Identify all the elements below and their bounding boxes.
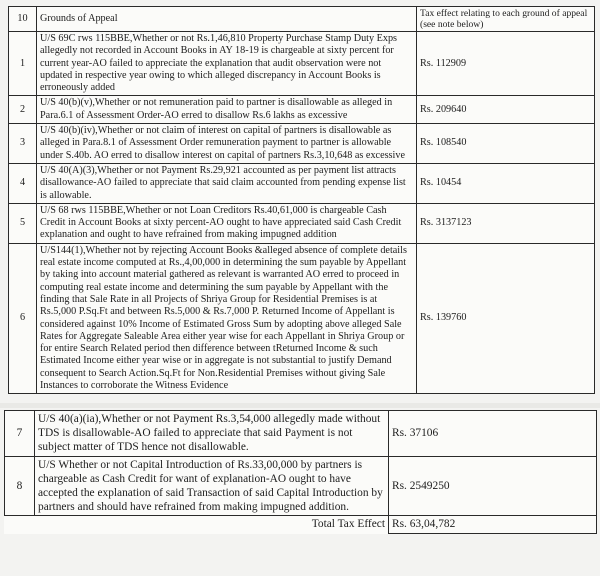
table-row [5,411,597,457]
table-row [9,32,595,96]
row-number: 2 [9,96,37,124]
tax-effect: Rs. 37106 [389,411,597,457]
ground-text: U/S Whether or not Capital Introduction of Rs.33,00,000 by partners is chargeable as Cash Credit for want of explanation-AO ought to have accepted the explanation of said Transaction of said Capital Introduction by partners and should have refrained from making impugned addition. [35,456,389,516]
grounds-table-top [8,6,595,394]
ground-text: U/S 69C rws 115BBE,Whether or not Rs.1,46,810 Property Purchase Stamp Duty Exps allegedly not recorded in Account Books in AY 18-19 is chargeable at sixty percent for current year-AO failed to appreciate the explanation that audit observation were not updated in respective year owing to which alleged discrepancy in Account Books is erroneously added [37,32,417,96]
total-value: Rs. 63,04,782 [389,516,597,533]
ground-text: U/S144(1),Whether not by rejecting Account Books &alleged absence of complete details real estate income computed at Rs.,4,00,000 in determining the sum payable by Appellant by taking into account material gathered as relevant is warranted AO erred to proceed in computing real estate income and determining the sum payable by Appellant with the finding that Sale Rate in all Projects of Shriya Group for Residential Premises is at Rs.5,000 P.Sq.Ft and between Rs.5,000 & Rs.7,000 P. Returned Income of Appellant is considered against 10% Income of Estimated Gross Sum by adopting above alleged Sale Rates for Aggregate Saleable Area either year wise for each Appellant in Shriya Group or for entire Search Related period then difference between tReturned Income & such Estimated Income either year wise or in aggregate is not substantial to justify Demand consequent to Search Action.Sq.Ft for Non.Residential Premises without giving Sale Instances to corroborate the Witness Evidence [37,243,417,394]
header-no: 10 [9,7,37,32]
tax-effect: Rs. 108540 [417,124,595,164]
table-row [9,243,595,394]
page-break [0,403,600,408]
row-number: 5 [9,203,37,243]
tax-effect: Rs. 209640 [417,96,595,124]
tax-effect: Rs. 112909 [417,32,595,96]
tax-effect: Rs. 139760 [417,243,595,394]
table-row [9,96,595,124]
tax-effect: Rs. 10454 [417,163,595,203]
row-number: 3 [9,124,37,164]
table-row [9,124,595,164]
header-grounds: Grounds of Appeal [37,7,417,32]
tax-effect: Rs. 2549250 [389,456,597,516]
row-number: 4 [9,163,37,203]
header-tax: Tax effect relating to each ground of appeal (see note below) [417,7,595,32]
table-row [9,203,595,243]
ground-text: U/S 40(A)(3),Whether or not Payment Rs.29,921 accounted as per payment list attracts disallowance-AO failed to appreciate that said claim accounted from pending expense list is allowable. [37,163,417,203]
tax-effect: Rs. 3137123 [417,203,595,243]
table-row [9,163,595,203]
row-number: 1 [9,32,37,96]
row-number: 8 [5,456,35,516]
row-number: 6 [9,243,37,394]
ground-text: U/S 40(a)(ia),Whether or not Payment Rs.3,54,000 allegedly made without TDS is disallowable-AO failed to appreciate that said Payment is not subject matter of TDS hence not disallowable. [35,411,389,457]
header-row [9,7,595,32]
table-row [5,456,597,516]
total-row [5,516,597,533]
row-number: 7 [5,411,35,457]
grounds-table-bottom [4,410,597,534]
total-label: Total Tax Effect [35,516,389,533]
ground-text: U/S 40(b)(v),Whether or not remuneration paid to partner is disallowable as alleged in Para.6.1 of Assessment Order-AO erred to disallow Rs.6 lakhs as excessive [37,96,417,124]
ground-text: U/S 40(b)(iv),Whether or not claim of interest on capital of partners is disallowable as alleged in Para.8.1 of Assessment Order remuneration payment to partner is allowable under S.40b. AO erred to disallow interest on capital of partners Rs.3,10,648 as excessive [37,124,417,164]
ground-text: U/S 68 rws 115BBE,Whether or not Loan Creditors Rs.40,61,000 is chargeable Cash Credit in Account Books at sixty percent-AO ought to have appreciated said Cash Credit explanation and ought to have refrained from making impugned addition [37,203,417,243]
